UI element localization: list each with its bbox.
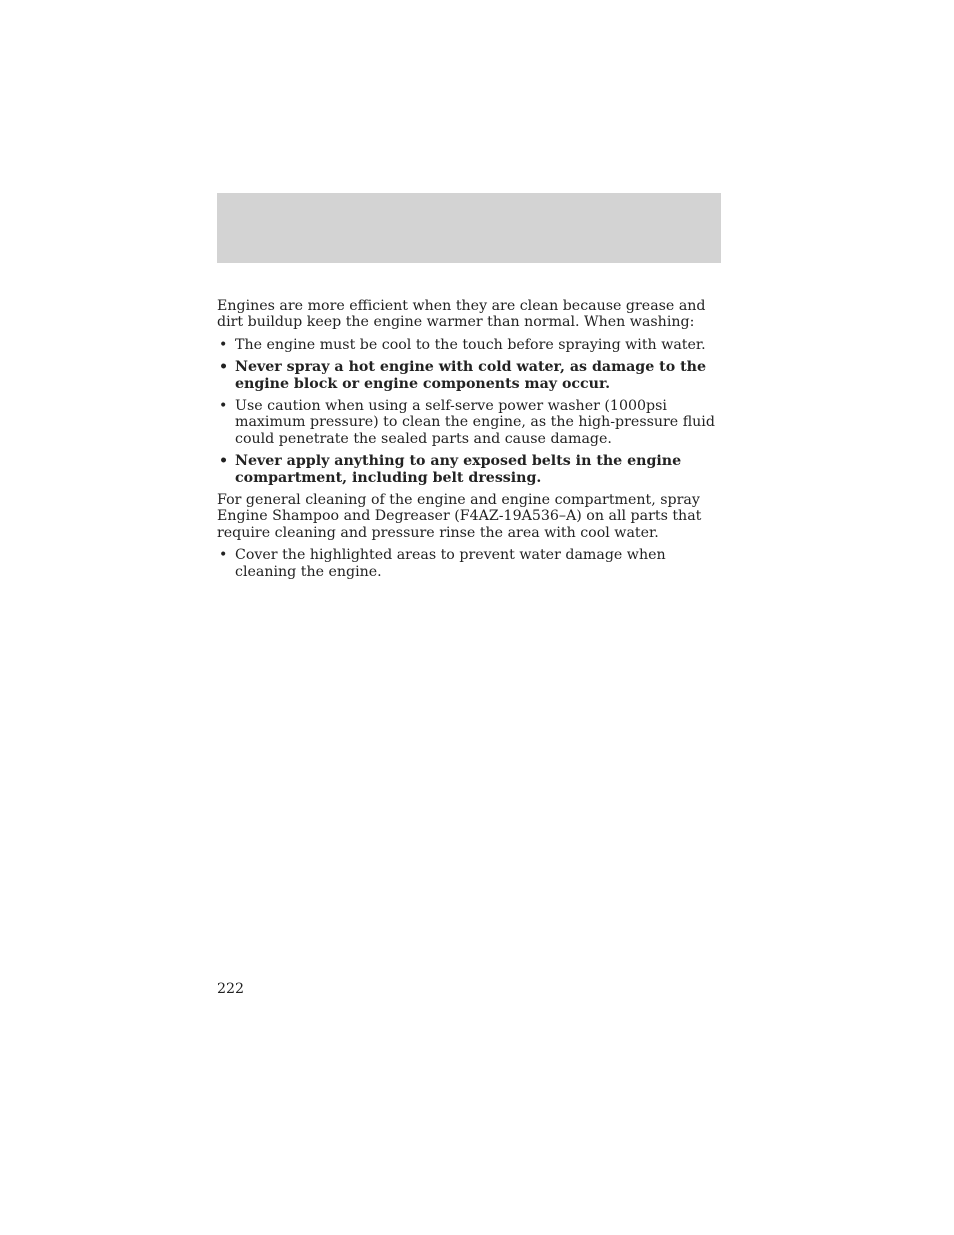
bullet-item [217,398,721,447]
intro-paragraph: Engines are more efficient when they are clean because grease and dirt buildup keep the engine warmer than normal. When washing: [217,298,706,331]
bullet-dot-icon: • [219,547,228,564]
bullet-dot-icon: • [219,336,228,353]
bullet-dot-icon: • [219,359,229,376]
page-number: 222 [217,981,245,997]
bullet-text: Never apply anything to any exposed belts in the engine compartment, including belt dressing. [235,453,682,486]
bullet-text: Never spray a hot engine with cold water, as damage to the engine block or engine components may occur. [235,359,707,392]
bullet-item-warning [217,359,721,392]
bullet-dot-icon: • [219,398,228,415]
bullet-item [217,337,721,353]
bullet-item [217,547,721,580]
bullet-text: Use caution when using a self-serve power washer (1000psi maximum pressure) to clean the engine, as the high-pressure fluid could penetrate the sealed parts and cause damage. [235,398,715,447]
bullet-item-warning [217,453,721,486]
page-body [217,298,721,586]
section-header-band [217,193,721,263]
bullet-text: Cover the highlighted areas to prevent water damage when cleaning the engine. [235,547,666,580]
bullet-text: The engine must be cool to the touch before spraying with water. [235,336,706,353]
bullet-dot-icon: • [219,453,229,470]
general-cleaning-paragraph: For general cleaning of the engine and engine compartment, spray Engine Shampoo and Degreaser (F4AZ-19A536–A) on all parts that require cleaning and pressure rinse the area with cool water. [217,492,702,541]
